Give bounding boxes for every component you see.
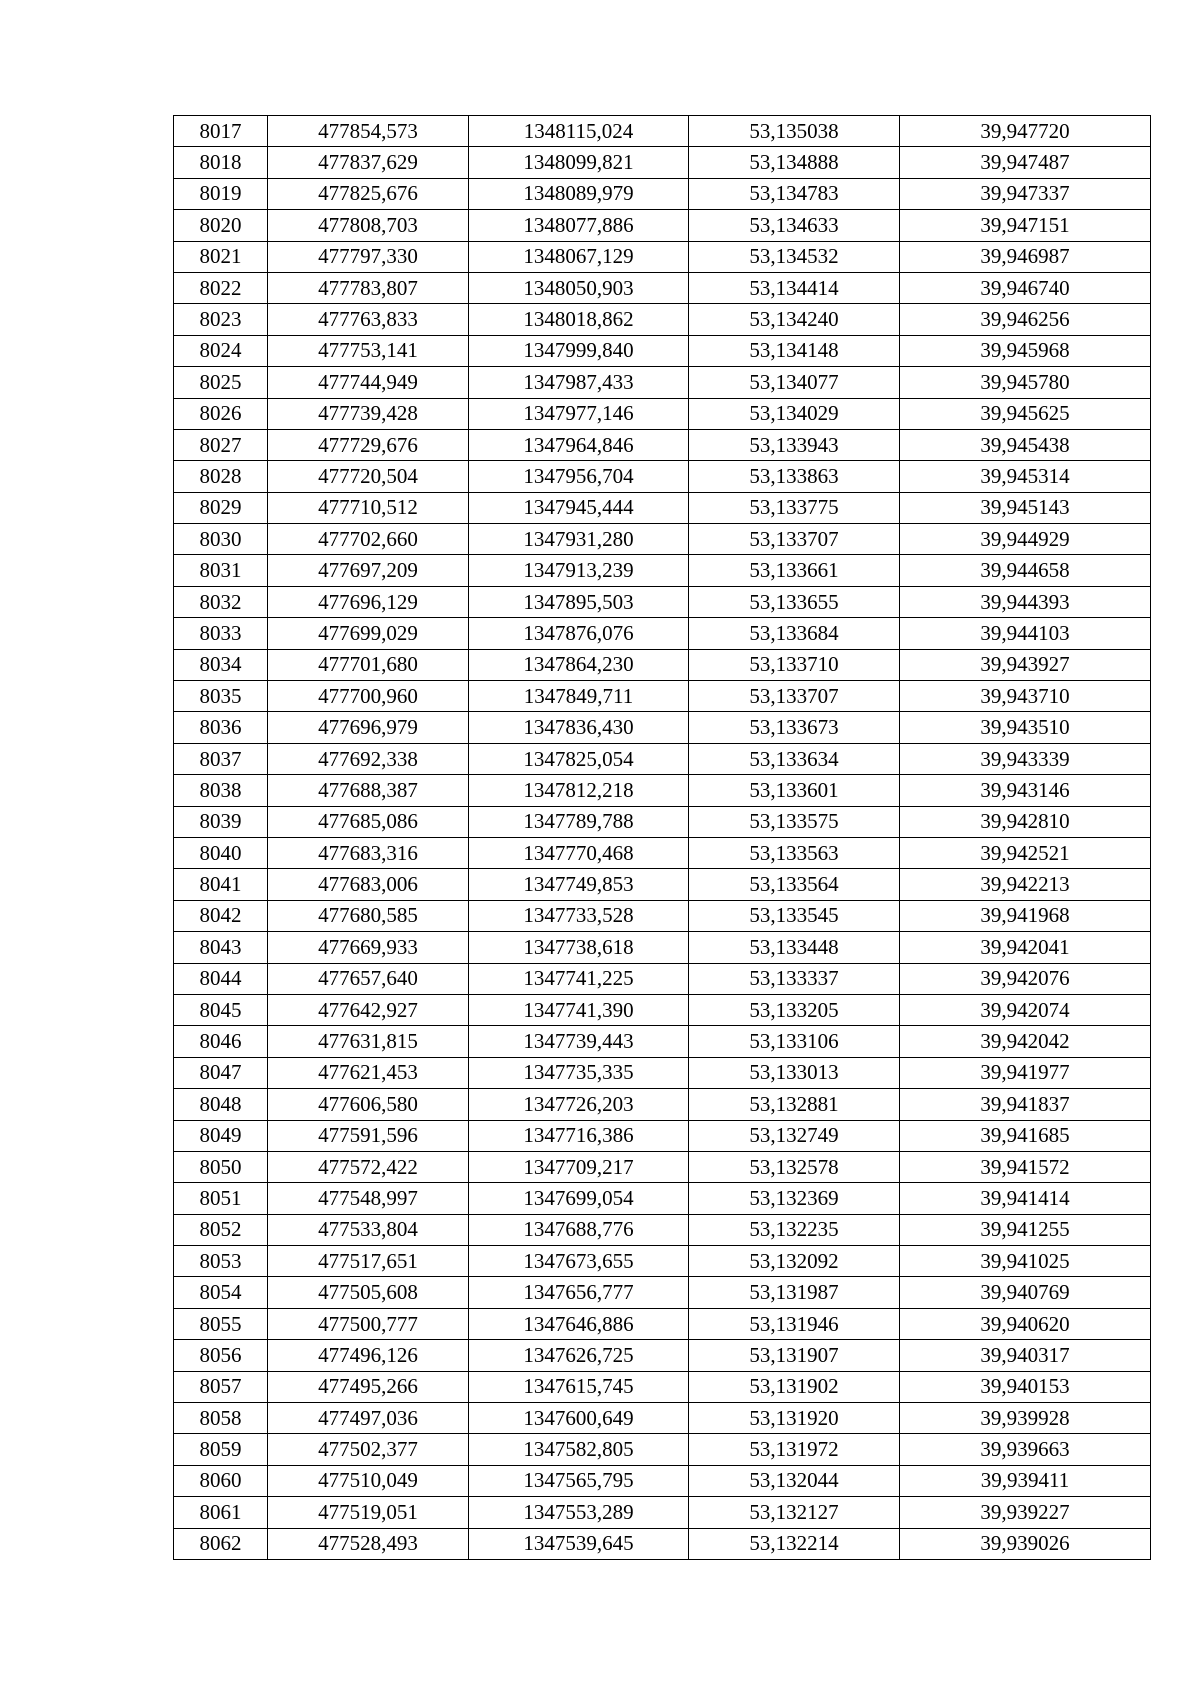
y-coordinate-cell: 1347977,146 (469, 398, 689, 429)
table-row (174, 1183, 1151, 1214)
table-row (174, 994, 1151, 1025)
point-number-cell: 8029 (174, 492, 268, 523)
point-number-cell: 8019 (174, 178, 268, 209)
longitude-cell: 39,941572 (900, 1151, 1151, 1182)
x-coordinate-cell: 477688,387 (268, 775, 469, 806)
y-coordinate-cell: 1347864,230 (469, 649, 689, 680)
y-coordinate-cell: 1347931,280 (469, 524, 689, 555)
y-coordinate-cell: 1348089,979 (469, 178, 689, 209)
longitude-cell: 39,941837 (900, 1089, 1151, 1120)
x-coordinate-cell: 477837,629 (268, 147, 469, 178)
latitude-cell: 53,131987 (689, 1277, 900, 1308)
table-row (174, 1214, 1151, 1245)
longitude-cell: 39,939928 (900, 1403, 1151, 1434)
x-coordinate-cell: 477528,493 (268, 1528, 469, 1559)
point-number-cell: 8056 (174, 1340, 268, 1371)
x-coordinate-cell: 477701,680 (268, 649, 469, 680)
longitude-cell: 39,941414 (900, 1183, 1151, 1214)
longitude-cell: 39,945143 (900, 492, 1151, 523)
x-coordinate-cell: 477680,585 (268, 900, 469, 931)
latitude-cell: 53,134029 (689, 398, 900, 429)
x-coordinate-cell: 477808,703 (268, 210, 469, 241)
longitude-cell: 39,945314 (900, 461, 1151, 492)
longitude-cell: 39,939663 (900, 1434, 1151, 1465)
table-row (174, 1371, 1151, 1402)
point-number-cell: 8047 (174, 1057, 268, 1088)
latitude-cell: 53,133337 (689, 963, 900, 994)
x-coordinate-cell: 477591,596 (268, 1120, 469, 1151)
latitude-cell: 53,133448 (689, 932, 900, 963)
latitude-cell: 53,133106 (689, 1026, 900, 1057)
point-number-cell: 8059 (174, 1434, 268, 1465)
latitude-cell: 53,134633 (689, 210, 900, 241)
y-coordinate-cell: 1347738,618 (469, 932, 689, 963)
table-row (174, 272, 1151, 303)
x-coordinate-cell: 477739,428 (268, 398, 469, 429)
table-row (174, 461, 1151, 492)
x-coordinate-cell: 477700,960 (268, 681, 469, 712)
longitude-cell: 39,940317 (900, 1340, 1151, 1371)
point-number-cell: 8025 (174, 367, 268, 398)
latitude-cell: 53,134414 (689, 272, 900, 303)
latitude-cell: 53,133684 (689, 618, 900, 649)
y-coordinate-cell: 1347673,655 (469, 1246, 689, 1277)
latitude-cell: 53,133775 (689, 492, 900, 523)
table-row (174, 1026, 1151, 1057)
longitude-cell: 39,943710 (900, 681, 1151, 712)
y-coordinate-cell: 1347964,846 (469, 429, 689, 460)
longitude-cell: 39,945968 (900, 335, 1151, 366)
latitude-cell: 53,133710 (689, 649, 900, 680)
x-coordinate-cell: 477697,209 (268, 555, 469, 586)
table-row (174, 963, 1151, 994)
y-coordinate-cell: 1348099,821 (469, 147, 689, 178)
point-number-cell: 8018 (174, 147, 268, 178)
latitude-cell: 53,133707 (689, 681, 900, 712)
y-coordinate-cell: 1347812,218 (469, 775, 689, 806)
table-row (174, 900, 1151, 931)
latitude-cell: 53,132749 (689, 1120, 900, 1151)
table-row (174, 367, 1151, 398)
point-number-cell: 8048 (174, 1089, 268, 1120)
table-row (174, 1497, 1151, 1528)
point-number-cell: 8036 (174, 712, 268, 743)
x-coordinate-cell: 477825,676 (268, 178, 469, 209)
x-coordinate-cell: 477854,573 (268, 116, 469, 147)
latitude-cell: 53,132235 (689, 1214, 900, 1245)
latitude-cell: 53,133707 (689, 524, 900, 555)
y-coordinate-cell: 1347582,805 (469, 1434, 689, 1465)
x-coordinate-cell: 477642,927 (268, 994, 469, 1025)
table-row (174, 241, 1151, 272)
table-row (174, 681, 1151, 712)
y-coordinate-cell: 1347735,335 (469, 1057, 689, 1088)
longitude-cell: 39,939411 (900, 1465, 1151, 1496)
point-number-cell: 8027 (174, 429, 268, 460)
latitude-cell: 53,131972 (689, 1434, 900, 1465)
y-coordinate-cell: 1347913,239 (469, 555, 689, 586)
table-row (174, 116, 1151, 147)
latitude-cell: 53,131946 (689, 1308, 900, 1339)
longitude-cell: 39,941968 (900, 900, 1151, 931)
table-row (174, 1089, 1151, 1120)
point-number-cell: 8060 (174, 1465, 268, 1496)
x-coordinate-cell: 477606,580 (268, 1089, 469, 1120)
latitude-cell: 53,132127 (689, 1497, 900, 1528)
table-row (174, 524, 1151, 555)
x-coordinate-cell: 477720,504 (268, 461, 469, 492)
point-number-cell: 8050 (174, 1151, 268, 1182)
x-coordinate-cell: 477696,129 (268, 586, 469, 617)
point-number-cell: 8040 (174, 837, 268, 868)
longitude-cell: 39,943510 (900, 712, 1151, 743)
table-row (174, 1277, 1151, 1308)
y-coordinate-cell: 1347999,840 (469, 335, 689, 366)
point-number-cell: 8035 (174, 681, 268, 712)
table-row (174, 304, 1151, 335)
x-coordinate-cell: 477669,933 (268, 932, 469, 963)
longitude-cell: 39,939026 (900, 1528, 1151, 1559)
point-number-cell: 8057 (174, 1371, 268, 1402)
y-coordinate-cell: 1347539,645 (469, 1528, 689, 1559)
table-row (174, 178, 1151, 209)
x-coordinate-cell: 477699,029 (268, 618, 469, 649)
point-number-cell: 8044 (174, 963, 268, 994)
longitude-cell: 39,944103 (900, 618, 1151, 649)
x-coordinate-cell: 477729,676 (268, 429, 469, 460)
longitude-cell: 39,942213 (900, 869, 1151, 900)
longitude-cell: 39,944658 (900, 555, 1151, 586)
point-number-cell: 8042 (174, 900, 268, 931)
point-number-cell: 8046 (174, 1026, 268, 1057)
table-row (174, 398, 1151, 429)
y-coordinate-cell: 1347565,795 (469, 1465, 689, 1496)
y-coordinate-cell: 1347600,649 (469, 1403, 689, 1434)
latitude-cell: 53,133013 (689, 1057, 900, 1088)
y-coordinate-cell: 1347749,853 (469, 869, 689, 900)
table-row (174, 210, 1151, 241)
table-row (174, 147, 1151, 178)
longitude-cell: 39,944929 (900, 524, 1151, 555)
y-coordinate-cell: 1347553,289 (469, 1497, 689, 1528)
y-coordinate-cell: 1347849,711 (469, 681, 689, 712)
point-number-cell: 8055 (174, 1308, 268, 1339)
x-coordinate-cell: 477753,141 (268, 335, 469, 366)
longitude-cell: 39,943339 (900, 743, 1151, 774)
y-coordinate-cell: 1348067,129 (469, 241, 689, 272)
point-number-cell: 8037 (174, 743, 268, 774)
longitude-cell: 39,942521 (900, 837, 1151, 868)
table-row (174, 1403, 1151, 1434)
latitude-cell: 53,133564 (689, 869, 900, 900)
x-coordinate-cell: 477797,330 (268, 241, 469, 272)
y-coordinate-cell: 1347987,433 (469, 367, 689, 398)
y-coordinate-cell: 1347741,390 (469, 994, 689, 1025)
table-row (174, 555, 1151, 586)
longitude-cell: 39,943146 (900, 775, 1151, 806)
table-row (174, 1465, 1151, 1496)
table-row (174, 1528, 1151, 1559)
point-number-cell: 8017 (174, 116, 268, 147)
longitude-cell: 39,947487 (900, 147, 1151, 178)
point-number-cell: 8049 (174, 1120, 268, 1151)
x-coordinate-cell: 477702,660 (268, 524, 469, 555)
x-coordinate-cell: 477505,608 (268, 1277, 469, 1308)
longitude-cell: 39,939227 (900, 1497, 1151, 1528)
y-coordinate-cell: 1347688,776 (469, 1214, 689, 1245)
table-row (174, 1434, 1151, 1465)
point-number-cell: 8022 (174, 272, 268, 303)
table-row (174, 1246, 1151, 1277)
y-coordinate-cell: 1347741,225 (469, 963, 689, 994)
x-coordinate-cell: 477572,422 (268, 1151, 469, 1182)
point-number-cell: 8023 (174, 304, 268, 335)
x-coordinate-cell: 477495,266 (268, 1371, 469, 1402)
longitude-cell: 39,940620 (900, 1308, 1151, 1339)
point-number-cell: 8039 (174, 806, 268, 837)
longitude-cell: 39,945625 (900, 398, 1151, 429)
longitude-cell: 39,941255 (900, 1214, 1151, 1245)
table-row (174, 743, 1151, 774)
x-coordinate-cell: 477500,777 (268, 1308, 469, 1339)
y-coordinate-cell: 1347945,444 (469, 492, 689, 523)
latitude-cell: 53,133863 (689, 461, 900, 492)
latitude-cell: 53,131907 (689, 1340, 900, 1371)
longitude-cell: 39,941685 (900, 1120, 1151, 1151)
table-row (174, 649, 1151, 680)
table-row (174, 429, 1151, 460)
table-row (174, 1120, 1151, 1151)
x-coordinate-cell: 477497,036 (268, 1403, 469, 1434)
table-row (174, 492, 1151, 523)
x-coordinate-cell: 477657,640 (268, 963, 469, 994)
latitude-cell: 53,133575 (689, 806, 900, 837)
longitude-cell: 39,940769 (900, 1277, 1151, 1308)
table-row (174, 932, 1151, 963)
table-row (174, 1308, 1151, 1339)
table-row (174, 1151, 1151, 1182)
longitude-cell: 39,941977 (900, 1057, 1151, 1088)
latitude-cell: 53,134077 (689, 367, 900, 398)
latitude-cell: 53,134532 (689, 241, 900, 272)
table-row (174, 775, 1151, 806)
latitude-cell: 53,133563 (689, 837, 900, 868)
y-coordinate-cell: 1347739,443 (469, 1026, 689, 1057)
latitude-cell: 53,134783 (689, 178, 900, 209)
point-number-cell: 8054 (174, 1277, 268, 1308)
longitude-cell: 39,942076 (900, 963, 1151, 994)
y-coordinate-cell: 1347876,076 (469, 618, 689, 649)
point-number-cell: 8061 (174, 1497, 268, 1528)
table-row (174, 837, 1151, 868)
latitude-cell: 53,132214 (689, 1528, 900, 1559)
longitude-cell: 39,942810 (900, 806, 1151, 837)
longitude-cell: 39,945438 (900, 429, 1151, 460)
y-coordinate-cell: 1347895,503 (469, 586, 689, 617)
latitude-cell: 53,132369 (689, 1183, 900, 1214)
x-coordinate-cell: 477696,979 (268, 712, 469, 743)
y-coordinate-cell: 1347836,430 (469, 712, 689, 743)
y-coordinate-cell: 1347716,386 (469, 1120, 689, 1151)
y-coordinate-cell: 1347956,704 (469, 461, 689, 492)
latitude-cell: 53,134148 (689, 335, 900, 366)
y-coordinate-cell: 1348018,862 (469, 304, 689, 335)
y-coordinate-cell: 1347733,528 (469, 900, 689, 931)
latitude-cell: 53,134240 (689, 304, 900, 335)
longitude-cell: 39,945780 (900, 367, 1151, 398)
coordinates-table (173, 115, 1151, 1560)
y-coordinate-cell: 1348115,024 (469, 116, 689, 147)
latitude-cell: 53,134888 (689, 147, 900, 178)
table-row (174, 335, 1151, 366)
table-row (174, 1057, 1151, 1088)
latitude-cell: 53,133545 (689, 900, 900, 931)
y-coordinate-cell: 1347726,203 (469, 1089, 689, 1120)
point-number-cell: 8051 (174, 1183, 268, 1214)
latitude-cell: 53,132578 (689, 1151, 900, 1182)
table-row (174, 712, 1151, 743)
y-coordinate-cell: 1347615,745 (469, 1371, 689, 1402)
x-coordinate-cell: 477517,651 (268, 1246, 469, 1277)
y-coordinate-cell: 1347825,054 (469, 743, 689, 774)
latitude-cell: 53,132881 (689, 1089, 900, 1120)
latitude-cell: 53,133601 (689, 775, 900, 806)
longitude-cell: 39,946987 (900, 241, 1151, 272)
latitude-cell: 53,133661 (689, 555, 900, 586)
y-coordinate-cell: 1347656,777 (469, 1277, 689, 1308)
x-coordinate-cell: 477683,006 (268, 869, 469, 900)
point-number-cell: 8053 (174, 1246, 268, 1277)
x-coordinate-cell: 477683,316 (268, 837, 469, 868)
longitude-cell: 39,942042 (900, 1026, 1151, 1057)
point-number-cell: 8028 (174, 461, 268, 492)
point-number-cell: 8020 (174, 210, 268, 241)
latitude-cell: 53,131920 (689, 1403, 900, 1434)
point-number-cell: 8024 (174, 335, 268, 366)
longitude-cell: 39,946740 (900, 272, 1151, 303)
longitude-cell: 39,947151 (900, 210, 1151, 241)
y-coordinate-cell: 1348077,886 (469, 210, 689, 241)
longitude-cell: 39,947720 (900, 116, 1151, 147)
latitude-cell: 53,131902 (689, 1371, 900, 1402)
point-number-cell: 8033 (174, 618, 268, 649)
y-coordinate-cell: 1347789,788 (469, 806, 689, 837)
table-row (174, 586, 1151, 617)
x-coordinate-cell: 477502,377 (268, 1434, 469, 1465)
x-coordinate-cell: 477510,049 (268, 1465, 469, 1496)
latitude-cell: 53,132092 (689, 1246, 900, 1277)
latitude-cell: 53,133205 (689, 994, 900, 1025)
x-coordinate-cell: 477783,807 (268, 272, 469, 303)
x-coordinate-cell: 477533,804 (268, 1214, 469, 1245)
longitude-cell: 39,947337 (900, 178, 1151, 209)
point-number-cell: 8034 (174, 649, 268, 680)
longitude-cell: 39,942041 (900, 932, 1151, 963)
longitude-cell: 39,943927 (900, 649, 1151, 680)
table-row (174, 618, 1151, 649)
point-number-cell: 8045 (174, 994, 268, 1025)
x-coordinate-cell: 477621,453 (268, 1057, 469, 1088)
latitude-cell: 53,133673 (689, 712, 900, 743)
latitude-cell: 53,135038 (689, 116, 900, 147)
point-number-cell: 8032 (174, 586, 268, 617)
point-number-cell: 8031 (174, 555, 268, 586)
table-row (174, 806, 1151, 837)
point-number-cell: 8062 (174, 1528, 268, 1559)
latitude-cell: 53,133943 (689, 429, 900, 460)
x-coordinate-cell: 477519,051 (268, 1497, 469, 1528)
y-coordinate-cell: 1347699,054 (469, 1183, 689, 1214)
latitude-cell: 53,133655 (689, 586, 900, 617)
x-coordinate-cell: 477763,833 (268, 304, 469, 335)
x-coordinate-cell: 477685,086 (268, 806, 469, 837)
point-number-cell: 8043 (174, 932, 268, 963)
x-coordinate-cell: 477744,949 (268, 367, 469, 398)
longitude-cell: 39,946256 (900, 304, 1151, 335)
point-number-cell: 8038 (174, 775, 268, 806)
point-number-cell: 8052 (174, 1214, 268, 1245)
y-coordinate-cell: 1347770,468 (469, 837, 689, 868)
table-row (174, 1340, 1151, 1371)
y-coordinate-cell: 1347626,725 (469, 1340, 689, 1371)
x-coordinate-cell: 477631,815 (268, 1026, 469, 1057)
x-coordinate-cell: 477692,338 (268, 743, 469, 774)
latitude-cell: 53,133634 (689, 743, 900, 774)
y-coordinate-cell: 1348050,903 (469, 272, 689, 303)
y-coordinate-cell: 1347646,886 (469, 1308, 689, 1339)
longitude-cell: 39,941025 (900, 1246, 1151, 1277)
x-coordinate-cell: 477496,126 (268, 1340, 469, 1371)
point-number-cell: 8026 (174, 398, 268, 429)
x-coordinate-cell: 477710,512 (268, 492, 469, 523)
point-number-cell: 8021 (174, 241, 268, 272)
longitude-cell: 39,944393 (900, 586, 1151, 617)
x-coordinate-cell: 477548,997 (268, 1183, 469, 1214)
coordinates-table-body (174, 116, 1151, 1560)
y-coordinate-cell: 1347709,217 (469, 1151, 689, 1182)
point-number-cell: 8058 (174, 1403, 268, 1434)
point-number-cell: 8041 (174, 869, 268, 900)
latitude-cell: 53,132044 (689, 1465, 900, 1496)
longitude-cell: 39,942074 (900, 994, 1151, 1025)
point-number-cell: 8030 (174, 524, 268, 555)
longitude-cell: 39,940153 (900, 1371, 1151, 1402)
table-row (174, 869, 1151, 900)
